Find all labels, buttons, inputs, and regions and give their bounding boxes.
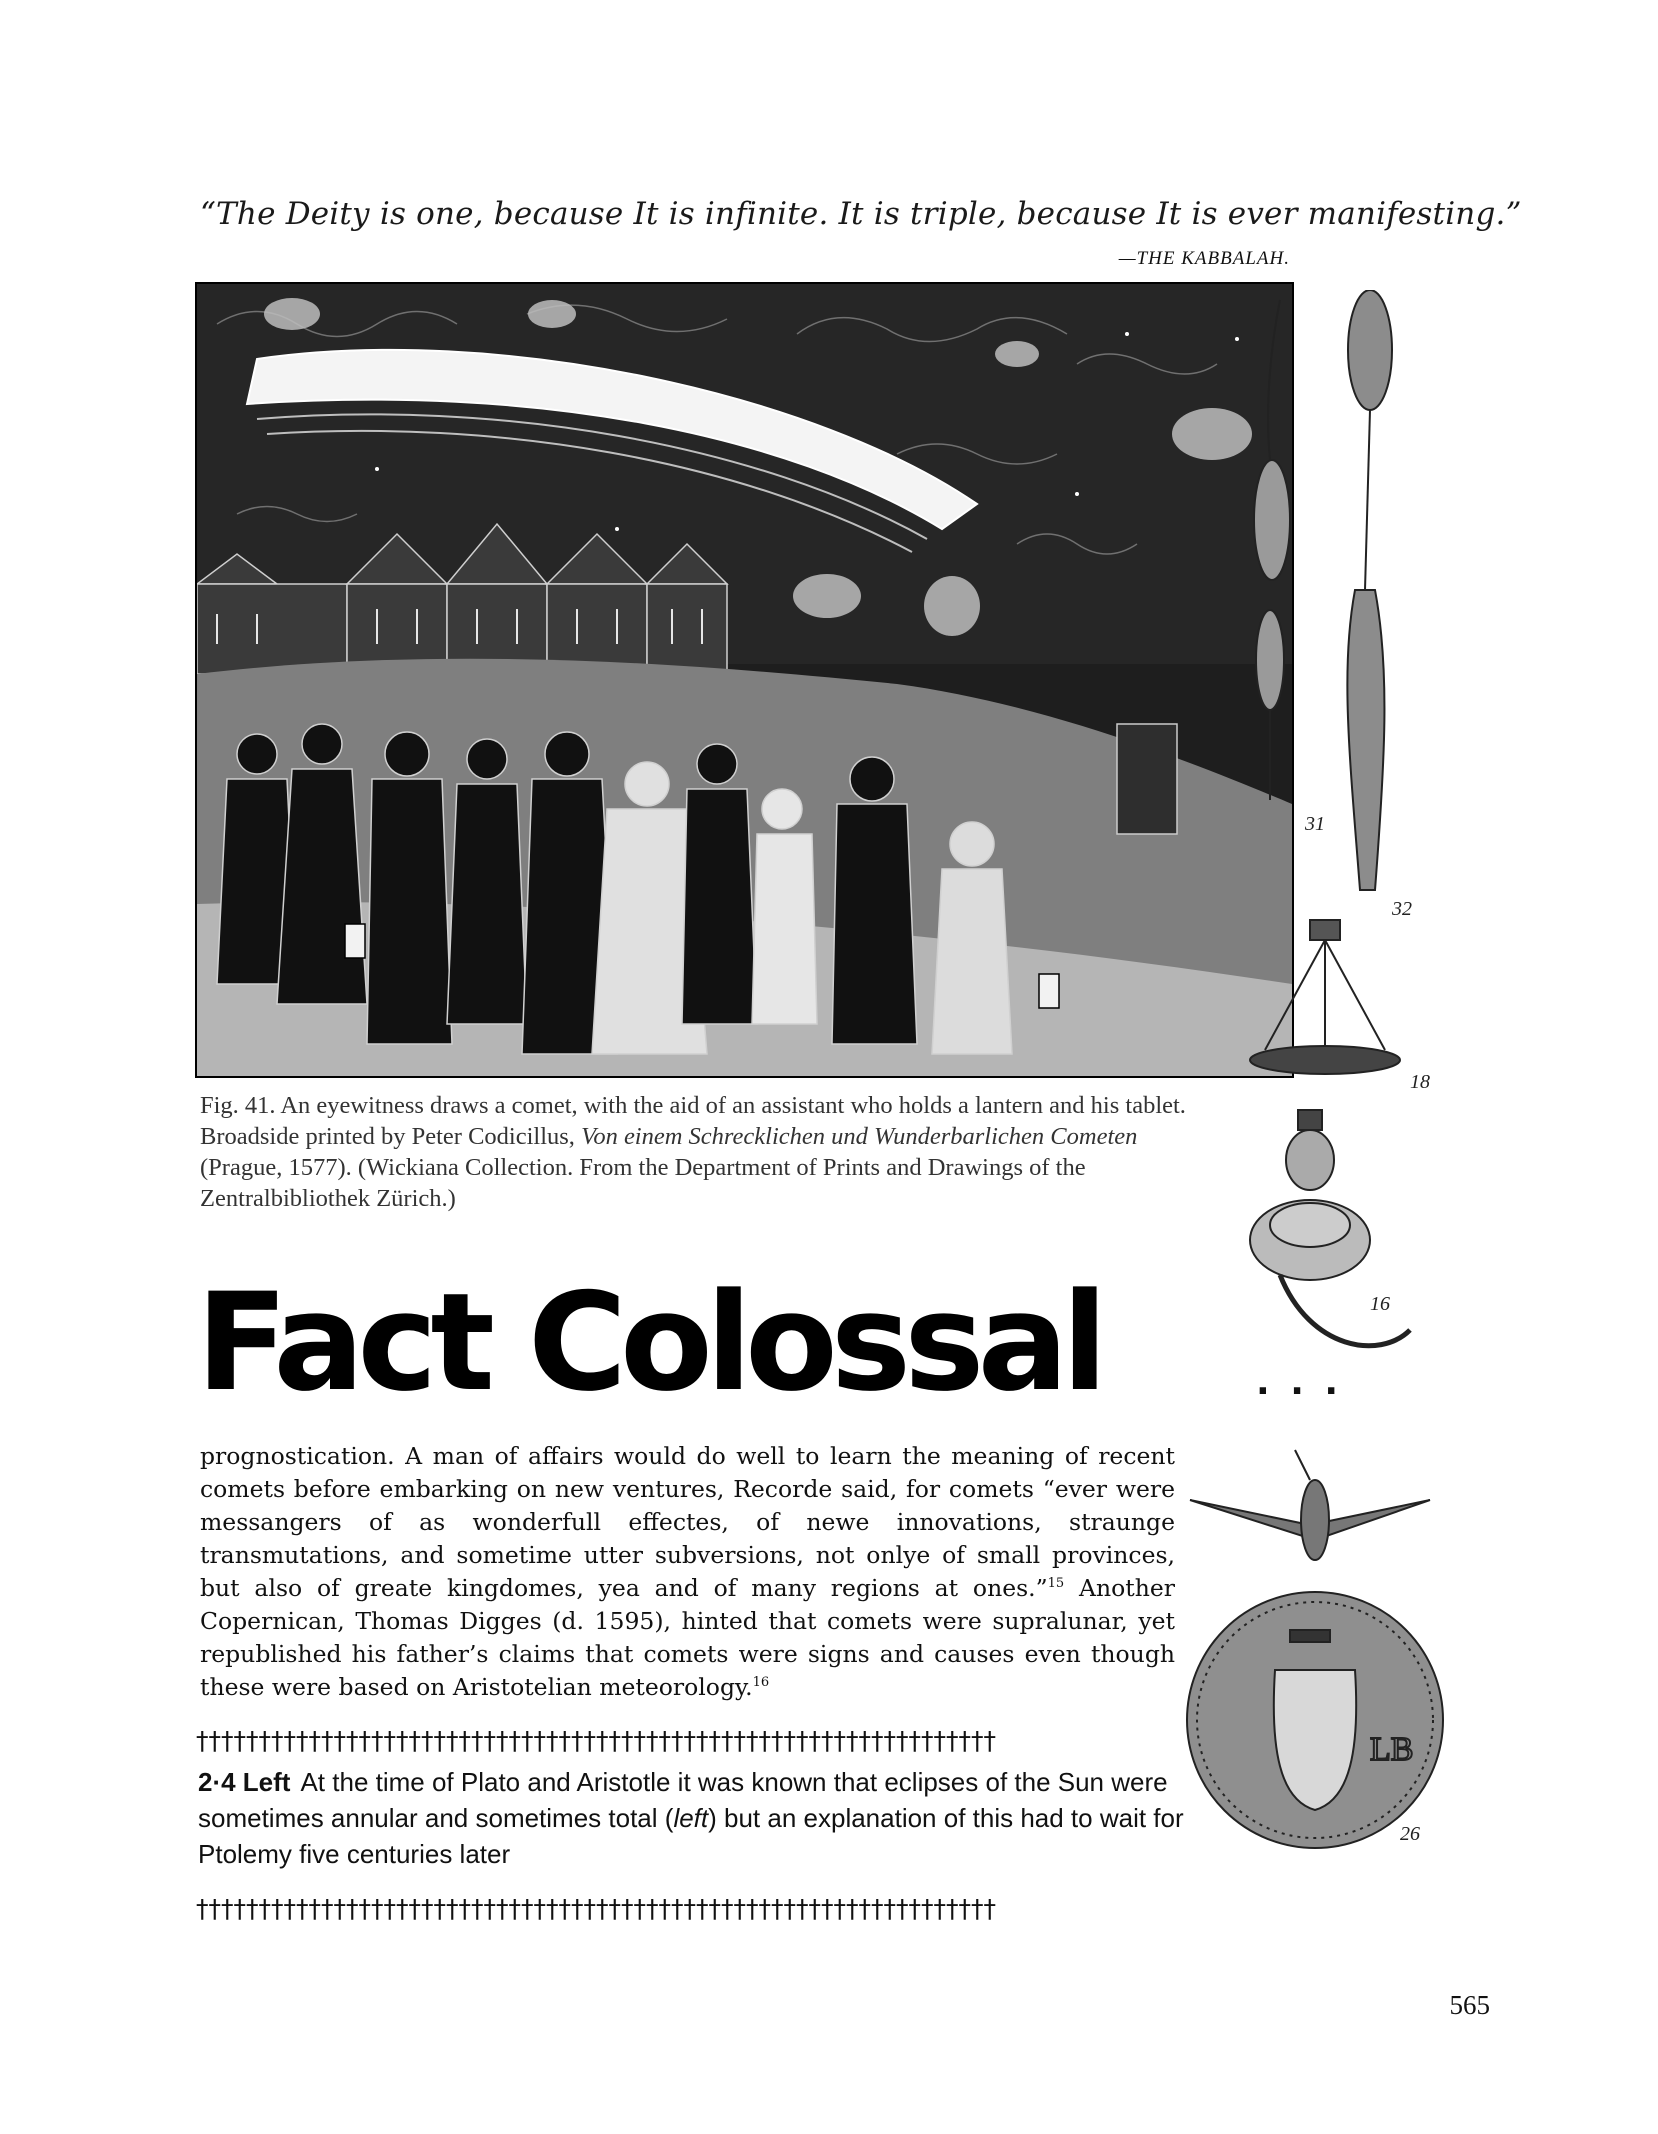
- caption-text: (Prague, 1577). (Wickiana Collection. From the Department of Prints and Drawings of the Zentralbibliothek Zürich.): [200, 1154, 1086, 1212]
- lantern: [345, 924, 365, 958]
- body-text-run: Another Copernican, Thomas Digges (d. 1595), hinted that comets were supralunar, yet republished his father’s claims that comets were signs and causes even though these were based on Aristotelian meteorology.: [200, 1574, 1175, 1701]
- bird-illustration: [1190, 1450, 1430, 1560]
- cloud: [264, 298, 320, 330]
- margin-illustrations: [1170, 290, 1470, 1950]
- figure-caption: [200, 1090, 1200, 1214]
- cross-rule: ††††††††††††††††††††††††††††††††††††††††††††††††††††††††††††††††: [196, 1894, 996, 1923]
- caption-work-title: Von einem Schrecklichen und Wunderbarlichen Cometen: [581, 1123, 1138, 1150]
- spoon-figure-illustration: [1347, 290, 1392, 890]
- sidenote-tag: 2·4 Left: [198, 1767, 291, 1797]
- figure-number: 26: [1400, 1823, 1420, 1845]
- star: [615, 527, 619, 531]
- cloud: [528, 300, 576, 328]
- lantern: [1039, 974, 1059, 1008]
- sidenote: [198, 1764, 1188, 1872]
- cloud: [924, 576, 980, 636]
- body-text-run: prognostication. A man of affairs would do well to learn the meaning of recent comets before embarking on new ventures, Recorde said, for comets “ever were messangers of as wonderfull effectes, of newe innovations, straunge transmutations, and sometime utter subversions, not onlye of small provinces, but also of greate kingdomes, yea and of many regions at ones.”: [200, 1442, 1175, 1602]
- figure: [367, 732, 452, 1044]
- sidenote-italic: left: [673, 1803, 709, 1833]
- star: [375, 467, 379, 471]
- sidenote-text: At the time of Plato and Aristotle it was known that eclipses of the Sun were sometimes annular and sometimes total (: [198, 1767, 1168, 1833]
- svg-text:LB: LB: [1370, 1731, 1414, 1768]
- epigraph-quote: “The Deity is one, because It is infinite. It is triple, because It is ever manifesting.”: [200, 196, 1522, 232]
- cross-rule: ††††††††††††††††††††††††††††††††††††††††††††††††††††††††††††††††: [196, 1726, 996, 1755]
- star: [1075, 492, 1079, 496]
- figure-number: 32: [1392, 898, 1412, 920]
- tower: [1117, 724, 1177, 834]
- caption-text: Fig. 41. An eyewitness draws a comet, with the aid of an assistant who holds a lantern and his tablet. Broadside printed by Peter Codicillus,: [200, 1092, 1186, 1150]
- body-paragraph: [200, 1440, 1175, 1704]
- alchemical-vessel-illustration: [1254, 300, 1290, 800]
- footnote-ref: 16: [752, 1675, 770, 1691]
- star: [1125, 332, 1129, 336]
- figure-number: 18: [1410, 1071, 1430, 1093]
- footnote-ref: 15: [1047, 1576, 1065, 1592]
- headline-ellipsis: . . .: [1256, 1362, 1343, 1403]
- epigraph-attribution: —THE KABBALAH.: [1118, 248, 1290, 269]
- page-number: 565: [1449, 1990, 1490, 2020]
- headline: Fact Colossal: [196, 1264, 1101, 1421]
- hanging-lamp-illustration: [1250, 920, 1400, 1074]
- figure-number: 16: [1370, 1293, 1390, 1315]
- cloud: [793, 574, 861, 618]
- medallion-illustration: [1187, 1592, 1443, 1848]
- sidenote-text: ) but an explanation of this had to wait for Ptolemy five centuries later: [198, 1803, 1184, 1869]
- figure-number: 31: [1305, 813, 1325, 835]
- cloud: [995, 341, 1039, 367]
- comet-engraving: [195, 282, 1294, 1078]
